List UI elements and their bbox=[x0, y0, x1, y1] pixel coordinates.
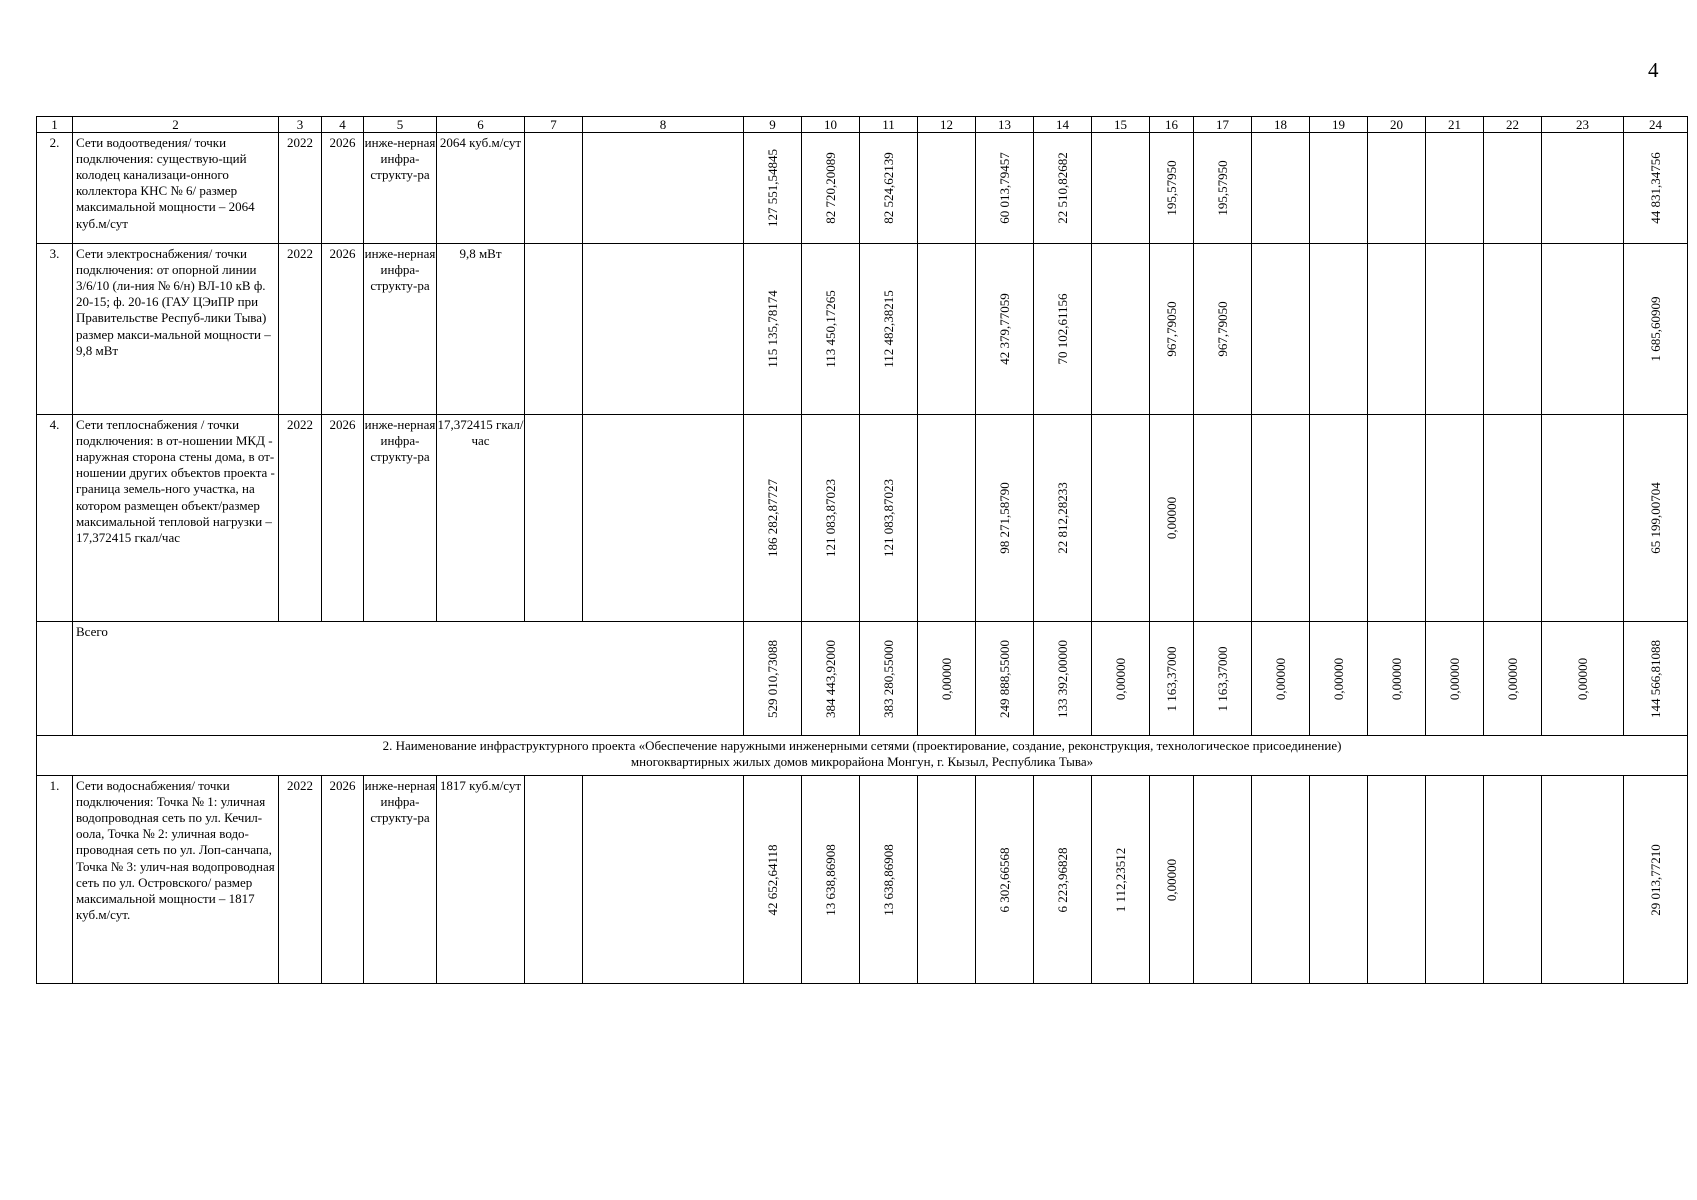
column-number: 15 bbox=[1092, 117, 1150, 133]
column-number-row bbox=[37, 117, 1688, 133]
empty-cell bbox=[1426, 776, 1484, 984]
empty-cell bbox=[1368, 244, 1426, 415]
column-number: 11 bbox=[860, 117, 918, 133]
empty-cell bbox=[1542, 133, 1624, 244]
section-title-row bbox=[37, 736, 1688, 776]
value-cell: 82 524,62139 bbox=[860, 133, 918, 244]
category: инже-нерная инфра-структу-ра bbox=[364, 133, 437, 244]
column-number: 7 bbox=[525, 117, 583, 133]
value-cell bbox=[918, 133, 976, 244]
row-description: Сети водоснабжения/ точки подключения: Точка № 1: уличная водопроводная сеть по ул. Кечил-оола, Точка № 2: уличная водо-проводная сеть по ул. Лоп-санчапа, Точка № 3: улич-ная водопроводная сеть по ул. Островского/ размер максимальной мощности – 1817 куб.м/сут. bbox=[73, 776, 279, 984]
value-cell bbox=[918, 244, 976, 415]
value-cell: 186 282,87727 bbox=[744, 415, 802, 622]
row-description: Сети теплоснабжения / точки подключения: в от-ношении МКД - наружная сторона стены дома, в от-ношении других объектов проекта - граница земель-ного участка, на котором размещен объект/размер максимальной тепловой нагрузки – 17,372415 гкал/час bbox=[73, 415, 279, 622]
empty-cell bbox=[1310, 244, 1368, 415]
column-number: 22 bbox=[1484, 117, 1542, 133]
start-year: 2022 bbox=[279, 244, 322, 415]
empty-cell bbox=[1310, 133, 1368, 244]
column-number: 12 bbox=[918, 117, 976, 133]
value-cell: 112 482,38215 bbox=[860, 244, 918, 415]
column-number: 3 bbox=[279, 117, 322, 133]
column-number: 10 bbox=[802, 117, 860, 133]
row-number: 1. bbox=[37, 776, 73, 984]
value-cell: 70 102,61156 bbox=[1034, 244, 1092, 415]
column-number: 21 bbox=[1426, 117, 1484, 133]
column-number: 13 bbox=[976, 117, 1034, 133]
total-value: 384 443,92000 bbox=[802, 622, 860, 736]
empty-cell bbox=[525, 776, 583, 984]
value-cell: 22 812,28233 bbox=[1034, 415, 1092, 622]
total-value: 0,00000 bbox=[1092, 622, 1150, 736]
empty-cell bbox=[1484, 133, 1542, 244]
total-value: 1 163,37000 bbox=[1150, 622, 1194, 736]
value-cell: 98 271,58790 bbox=[976, 415, 1034, 622]
column-number: 1 bbox=[37, 117, 73, 133]
capacity: 9,8 мВт bbox=[437, 244, 525, 415]
column-number: 16 bbox=[1150, 117, 1194, 133]
category: инже-нерная инфра-структу-ра bbox=[364, 415, 437, 622]
value-cell: 121 083,87023 bbox=[802, 415, 860, 622]
empty-cell bbox=[1426, 133, 1484, 244]
start-year: 2022 bbox=[279, 776, 322, 984]
column-number: 6 bbox=[437, 117, 525, 133]
capacity: 1817 куб.м/сут bbox=[437, 776, 525, 984]
column-number: 24 bbox=[1624, 117, 1688, 133]
total-value: 0,00000 bbox=[1310, 622, 1368, 736]
empty-cell bbox=[525, 244, 583, 415]
value-cell: 195,57950 bbox=[1194, 133, 1252, 244]
value-cell bbox=[1092, 244, 1150, 415]
total-value: 144 566,81088 bbox=[1624, 622, 1688, 736]
end-year: 2026 bbox=[322, 415, 364, 622]
total-value: 249 888,55000 bbox=[976, 622, 1034, 736]
total-row bbox=[37, 622, 1688, 736]
row-number: 4. bbox=[37, 415, 73, 622]
value-cell: 1 685,60909 bbox=[1624, 244, 1688, 415]
total-value: 0,00000 bbox=[1252, 622, 1310, 736]
empty-cell bbox=[1252, 776, 1310, 984]
column-number: 8 bbox=[583, 117, 744, 133]
value-cell: 967,79050 bbox=[1150, 244, 1194, 415]
empty-cell bbox=[1310, 776, 1368, 984]
column-number: 2 bbox=[73, 117, 279, 133]
end-year: 2026 bbox=[322, 244, 364, 415]
total-value: 0,00000 bbox=[1426, 622, 1484, 736]
empty-cell bbox=[525, 415, 583, 622]
empty-cell bbox=[37, 622, 73, 736]
value-cell: 0,00000 bbox=[1150, 415, 1194, 622]
total-value: 529 010,73088 bbox=[744, 622, 802, 736]
table-row bbox=[37, 244, 1688, 415]
column-number: 9 bbox=[744, 117, 802, 133]
value-cell bbox=[918, 415, 976, 622]
empty-cell bbox=[1368, 415, 1426, 622]
infrastructure-table bbox=[36, 116, 1688, 984]
capacity: 17,372415 гкал/час bbox=[437, 415, 525, 622]
empty-cell bbox=[1368, 776, 1426, 984]
end-year: 2026 bbox=[322, 776, 364, 984]
value-cell: 82 720,20089 bbox=[802, 133, 860, 244]
empty-cell bbox=[1484, 244, 1542, 415]
total-value: 0,00000 bbox=[1368, 622, 1426, 736]
row-number: 3. bbox=[37, 244, 73, 415]
end-year: 2026 bbox=[322, 133, 364, 244]
page-number: 4 bbox=[1648, 58, 1659, 82]
value-cell: 195,57950 bbox=[1150, 133, 1194, 244]
category: инже-нерная инфра-структу-ра bbox=[364, 776, 437, 984]
start-year: 2022 bbox=[279, 415, 322, 622]
value-cell: 42 379,77059 bbox=[976, 244, 1034, 415]
empty-cell bbox=[1310, 415, 1368, 622]
value-cell: 60 013,79457 bbox=[976, 133, 1034, 244]
capacity: 2064 куб.м/сут bbox=[437, 133, 525, 244]
row-description: Сети электроснабжения/ точки подключения: от опорной линии 3/6/10 (ли-ния № 6/н) ВЛ-10 кВ ф. 20-15; ф. 20-16 (ГАУ ЦЭиПР при Правительстве Респуб-лики Тыва) размер макси-мальной мощности – 9,8 мВт bbox=[73, 244, 279, 415]
empty-cell bbox=[583, 244, 744, 415]
value-cell: 6 223,96828 bbox=[1034, 776, 1092, 984]
value-cell bbox=[1092, 415, 1150, 622]
row-description: Сети водоотведения/ точки подключения: существую-щий колодец канализаци-онного коллектора КНС № 6/ размер максимальной мощности – 2064 куб.м/сут bbox=[73, 133, 279, 244]
value-cell: 44 831,34756 bbox=[1624, 133, 1688, 244]
value-cell: 22 510,82682 bbox=[1034, 133, 1092, 244]
empty-cell bbox=[1542, 776, 1624, 984]
column-number: 14 bbox=[1034, 117, 1092, 133]
value-cell bbox=[1194, 776, 1252, 984]
empty-cell bbox=[1484, 776, 1542, 984]
section-title bbox=[37, 736, 1688, 776]
value-cell: 65 199,00704 bbox=[1624, 415, 1688, 622]
empty-cell bbox=[1252, 244, 1310, 415]
value-cell: 113 450,17265 bbox=[802, 244, 860, 415]
table-row bbox=[37, 415, 1688, 622]
value-cell: 29 013,77210 bbox=[1624, 776, 1688, 984]
empty-cell bbox=[1484, 415, 1542, 622]
total-value: 0,00000 bbox=[1542, 622, 1624, 736]
column-number: 17 bbox=[1194, 117, 1252, 133]
total-value: 383 280,55000 bbox=[860, 622, 918, 736]
empty-cell bbox=[583, 415, 744, 622]
total-label: Всего bbox=[73, 622, 744, 736]
empty-cell bbox=[1426, 415, 1484, 622]
column-number: 4 bbox=[322, 117, 364, 133]
value-cell: 42 652,64118 bbox=[744, 776, 802, 984]
total-value: 0,00000 bbox=[918, 622, 976, 736]
value-cell: 127 551,54845 bbox=[744, 133, 802, 244]
value-cell: 13 638,86908 bbox=[860, 776, 918, 984]
value-cell: 115 135,78174 bbox=[744, 244, 802, 415]
empty-cell bbox=[1542, 244, 1624, 415]
column-number: 19 bbox=[1310, 117, 1368, 133]
value-cell: 121 083,87023 bbox=[860, 415, 918, 622]
table-row bbox=[37, 133, 1688, 244]
row-number: 2. bbox=[37, 133, 73, 244]
table-row bbox=[37, 776, 1688, 984]
empty-cell bbox=[1542, 415, 1624, 622]
value-cell bbox=[1092, 133, 1150, 244]
empty-cell bbox=[1368, 133, 1426, 244]
total-value: 0,00000 bbox=[1484, 622, 1542, 736]
empty-cell bbox=[1252, 415, 1310, 622]
category: инже-нерная инфра-структу-ра bbox=[364, 244, 437, 415]
column-number: 18 bbox=[1252, 117, 1310, 133]
value-cell: 6 302,66568 bbox=[976, 776, 1034, 984]
empty-cell bbox=[1426, 244, 1484, 415]
value-cell bbox=[918, 776, 976, 984]
total-value: 133 392,00000 bbox=[1034, 622, 1092, 736]
value-cell bbox=[1194, 415, 1252, 622]
column-number: 20 bbox=[1368, 117, 1426, 133]
value-cell: 967,79050 bbox=[1194, 244, 1252, 415]
empty-cell bbox=[583, 776, 744, 984]
start-year: 2022 bbox=[279, 133, 322, 244]
empty-cell bbox=[525, 133, 583, 244]
column-number: 23 bbox=[1542, 117, 1624, 133]
empty-cell bbox=[583, 133, 744, 244]
total-value: 1 163,37000 bbox=[1194, 622, 1252, 736]
column-number: 5 bbox=[364, 117, 437, 133]
section-title-text: 2. Наименование инфраструктурного проекта «Обеспечение наружными инженерными сетями (проектирование, создание, реконструкция, технологическое присоединение) многоквартирных жилых домов микрорайона Монгун, г. Кызыл, Республика Тыва» bbox=[382, 738, 1342, 770]
value-cell: 1 112,23512 bbox=[1092, 776, 1150, 984]
value-cell: 0,00000 bbox=[1150, 776, 1194, 984]
empty-cell bbox=[1252, 133, 1310, 244]
value-cell: 13 638,86908 bbox=[802, 776, 860, 984]
